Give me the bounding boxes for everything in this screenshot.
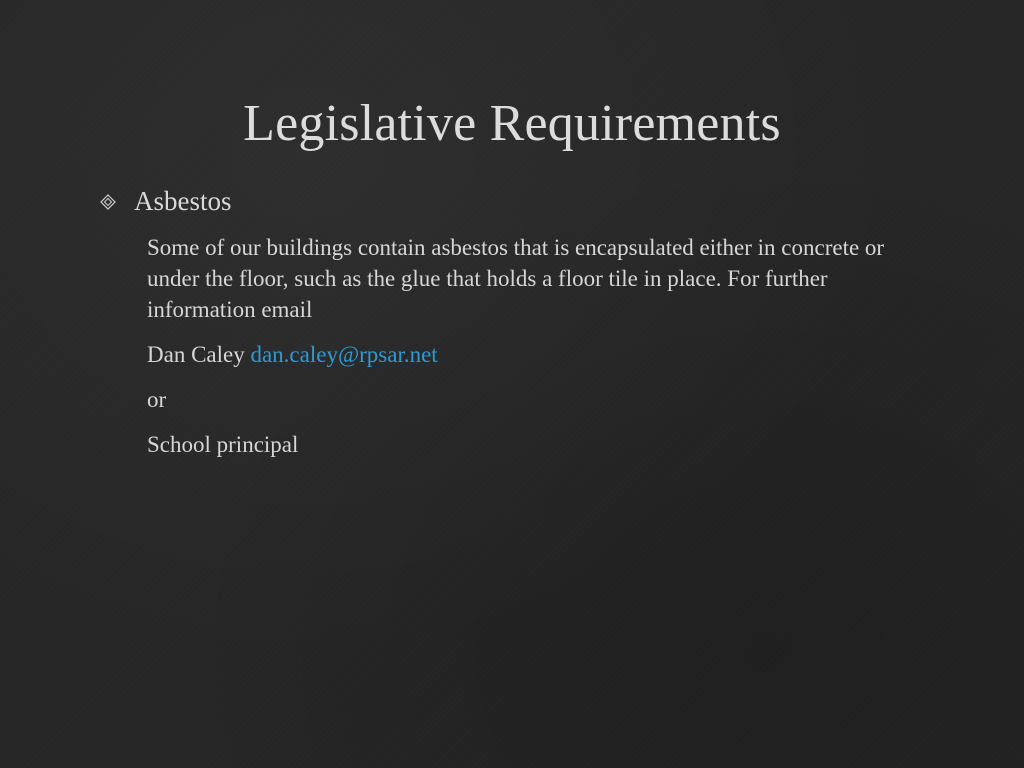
contact-name: Dan Caley bbox=[147, 342, 245, 367]
contact-line bbox=[147, 339, 887, 370]
slide-title: Legislative Requirements bbox=[243, 95, 781, 152]
bullet-label: Asbestos bbox=[134, 186, 232, 216]
slide-body bbox=[147, 232, 887, 474]
contact-email-link[interactable]: dan.caley@rpsar.net bbox=[250, 342, 438, 367]
bullet-item-asbestos bbox=[100, 184, 232, 218]
or-text: or bbox=[147, 387, 167, 412]
diamond-bullet-icon bbox=[100, 194, 116, 210]
description-paragraph: Some of our buildings contain asbestos that is encapsulated either in concrete or under the floor, such as the glue that holds a floor tile in place. For further information email bbox=[147, 235, 885, 322]
alt-contact: School principal bbox=[147, 432, 299, 457]
